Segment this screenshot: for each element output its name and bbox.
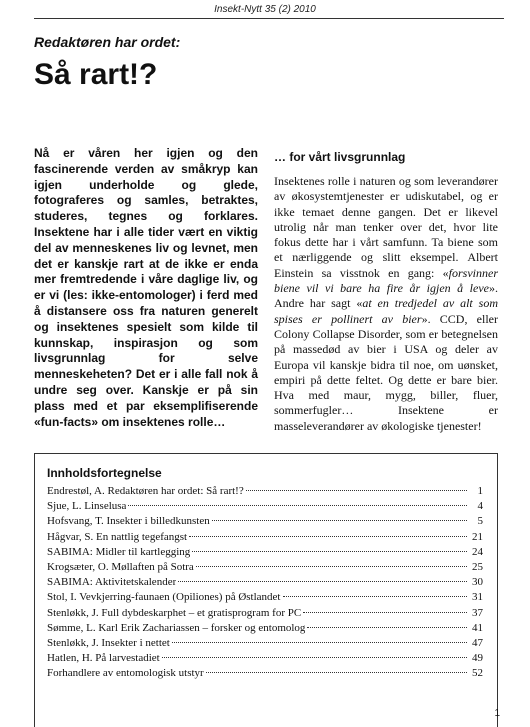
toc-entry: SABIMA: Midler til kartlegging [47,545,191,558]
toc-entry: Hågvar, S. En nattlig tegefangst [47,530,188,543]
toc-row [47,484,483,499]
toc-row [47,514,483,529]
toc-row [47,590,483,605]
article-kicker: Redaktøren har ordet: [34,34,181,50]
toc-page-number: 37 [472,606,483,619]
toc-entry: Stenløkk, J. Full dybdeskarphet – et gratisprogram for PC [47,606,302,619]
toc-leader-dots [162,657,467,658]
quote-pollination: at en tredjedel av alt som spises er pollinert av bier [274,296,498,326]
toc-page-number: 4 [477,500,483,513]
right-column [274,150,498,434]
toc-page-number: 21 [472,530,483,543]
toc-entry: Stenløkk, J. Insekter i nettet [47,636,170,649]
toc-leader-dots [128,505,467,506]
toc-row [47,666,483,681]
toc-row [47,606,483,621]
body-paragraph [274,174,498,434]
toc-page-number: 47 [472,636,483,649]
toc-page-number: 24 [472,545,483,558]
toc-leader-dots [206,672,467,673]
toc-entry: Endrestøl, A. Redaktøren har ordet: Så rart!? [47,485,244,497]
toc-row [47,545,483,560]
toc-row [47,499,483,514]
toc-entry: Hatlen, H. På larvestadiet [47,652,160,665]
toc-leader-dots [189,536,467,537]
toc-page-number: 52 [472,667,483,680]
toc-leader-dots [178,581,467,582]
toc-list [47,484,483,681]
toc-page-number: 25 [472,560,483,573]
toc-page-number: 5 [477,515,483,528]
lead-text: Nå er våren her igjen og den fascinerende verden av småkryp kan igjen underholde og glede, fotograferes og samles, betraktes, studeres, tegnes og forklares. Insektene har i alle tider vært en viktig del av menneskenes liv og levnet, men det er kanskje rart at de ikke er enda mer fremtredende i våre daglige liv, og er vi (les: ikke-entomologer) i ferd med å distansere oss fra naturen generelt og insektenes spesielt som kilde til kunnskap, inspirasjon og som livsgrunnlag for selve menneskeheten? Det er i alle fall nok å undre seg over. Kanskje er på sin plass med et par eksemplifiserende «fun-facts» om insektenes rolle… [34,146,258,429]
toc-entry: Sømme, L. Karl Erik Zachariassen – forsker og entomolog [47,621,306,634]
page-number: 1 [494,708,500,719]
toc-row [47,575,483,590]
toc-title: Innholdsfortegnelse [47,466,162,480]
body-text-2: ». Andre har sagt « [274,281,498,311]
lead-paragraph [34,146,258,430]
toc-page-number: 49 [472,652,483,665]
header-rule [34,18,504,19]
toc-page-number: 31 [472,591,483,604]
toc-leader-dots [212,520,467,521]
toc-leader-dots [307,627,467,628]
toc-entry: Krogsæter, O. Møllaften på Sotra [47,560,194,573]
toc-row [47,636,483,651]
toc-row [47,651,483,666]
toc-leader-dots [246,490,467,491]
toc-leader-dots [196,566,467,567]
journal-header: Insekt-Nytt 35 (2) 2010 [214,4,316,15]
toc-row [47,530,483,545]
toc-entry: SABIMA: Aktivitetskalender [47,576,177,589]
toc-leader-dots [283,596,468,597]
toc-entry: Hofsvang, T. Insekter i billedkunsten [47,515,210,528]
toc-page-number: 30 [472,576,483,589]
toc-entry: Stol, I. Vevkjerring-faunaen (Opiliones) på Østlandet [47,591,281,604]
quote-einstein: forsvinner biene vil vi bare ha fire år igjen å leve [274,265,498,296]
table-of-contents [34,453,498,727]
toc-entry: Forhandlere av entomologisk utstyr [47,667,204,680]
body-text-3: ». CCD, eller Colony Collapse Disorder, som er betegnelsen på massedød av bier i USA og deler av Europa vil kanskje bidra til noe, om uønsket, empiri på dette feltet. Og dette er bare bier. Hva med maur, mygg, biller, fluer, sommerfugler… Insektene er masseleverandører av økologiske tjenester! [274,311,499,433]
section-title: … for vårt livsgrunnlag [274,150,406,164]
toc-leader-dots [303,612,467,613]
toc-row [47,621,483,636]
toc-entry: Sjue, L. Linselusa [47,500,127,513]
toc-leader-dots [172,642,467,643]
body-text-1: Insektenes rolle i naturen og som leverandører av økosystemtjenester er udiskutabel, og er ikke temaet denne gangen. Det er likevel utrolig når man tenker over det, hvor lite fokus dette har i vårt samfunn. Ta biene som et nærliggende og slitt eksempel. Albert Einstein sa visstnok en gang: « [274,174,498,280]
toc-leader-dots [192,551,467,552]
article-title: Så rart!? [34,58,158,91]
toc-page-number: 1 [477,485,483,497]
toc-row [47,560,483,575]
toc-page-number: 41 [472,621,483,634]
